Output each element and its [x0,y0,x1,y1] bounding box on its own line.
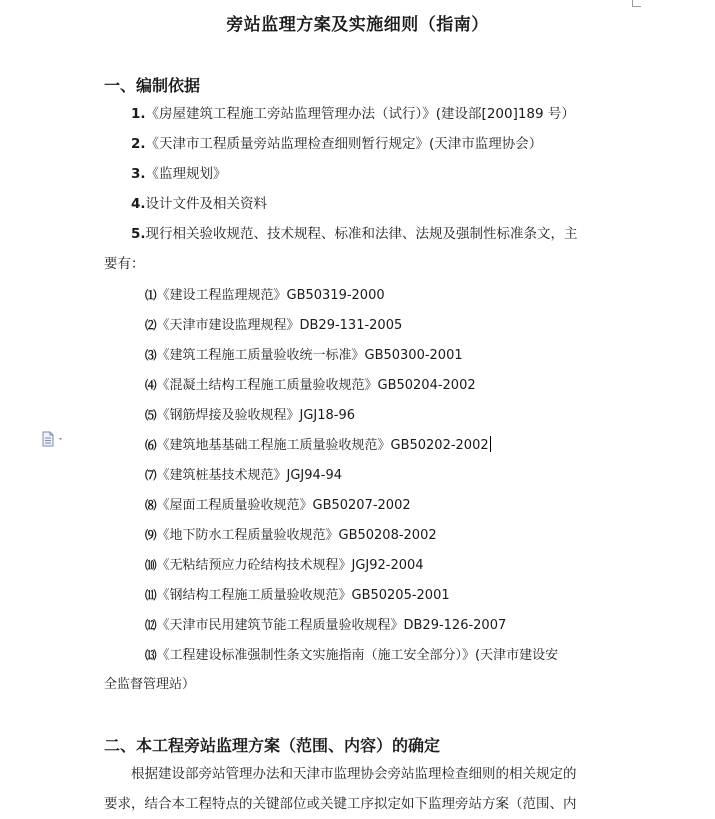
list-item [131,134,542,154]
sub-list-item [145,525,437,546]
list-item [131,164,227,184]
sub-item-index: ⒀ [145,648,157,662]
sub-item-index: ⑿ [145,618,157,632]
sub-item-text: 《天津市建设监理规程》DB29-131-2005 [156,318,403,333]
sub-item-text: 《工程建设标准强制性条文实施指南（施工安全部分）》(天津市建设安 [156,648,559,663]
sub-list-item [145,465,342,486]
item-text: 《天津市工程质量旁站监理检查细则暂行规定》(天津市监理协会） [145,136,543,152]
sub-list-item [145,315,402,336]
list-item [131,104,575,124]
document-title: 旁站监理方案及实施细则（指南） [226,15,489,35]
item-number: 2. [131,136,146,152]
sub-item-index: ⑴ [145,288,157,302]
sub-item-text: 《钢结构工程施工质量验收规范》GB50205-2001 [156,588,450,603]
item-text: 《监理规划》 [145,166,227,182]
sub-item-text: 《天津市民用建筑节能工程质量验收规程》DB29-126-2007 [156,618,507,633]
document-icon[interactable] [42,431,68,447]
section-heading-1: 一、编制依据 [104,76,201,95]
sub-item-index: ⑷ [145,378,157,392]
item-number: 3. [131,166,146,182]
sub-list-item [145,495,411,516]
sub-item-index: ⑾ [145,588,157,602]
sub-item-text: 《钢筋焊接及验收规程》JGJ18-96 [156,408,356,423]
list-item [131,194,267,214]
section-heading-2: 二、本工程旁站监理方案（范围、内容）的确定 [104,736,441,755]
sub-list-item [145,615,506,636]
sub-list-item [145,555,424,576]
sub-list-item [145,645,558,666]
sub-item-index: ⑸ [145,408,157,422]
paragraph-line: 要求，结合本工程特点的关键部位或关键工序拟定如下监理旁站方案（范围、内 [104,796,577,812]
sub-item-text: 《建筑工程施工质量验收统一标准》GB50300-2001 [156,348,463,363]
sub-item-index: ⑼ [145,528,157,542]
item-text: 设计文件及相关资料 [145,196,268,212]
item-text: 《房屋建筑工程施工旁站监理管理办法（试行）》(建设部[200]189 号） [145,106,575,122]
item-number: 1. [131,106,146,122]
sub-item-index: ⑻ [145,498,157,512]
sub-item-text: 《建设工程监理规范》GB50319-2000 [156,288,385,303]
sub-item-index: ⑺ [145,468,157,482]
sub-list-item-continuation: 全监督管理站） [104,677,196,692]
sub-list-item [145,405,355,426]
sub-list-item [145,345,463,366]
paragraph-line: 根据建设部旁站管理办法和天津市监理协会旁站监理检查细则的相关规定的 [131,766,577,782]
sub-item-text: 《屋面工程质量验收规范》GB50207-2002 [156,498,411,513]
sub-list-item [145,285,385,306]
sub-item-index: ⑽ [145,558,157,572]
sub-item-index: ⑹ [145,438,157,452]
text-cursor [490,436,491,452]
sub-list-item [145,375,476,396]
item-text: 现行相关验收规范、技术规程、标准和法律、法规及强制性标准条文，主 [145,226,578,242]
sub-item-text: 《混凝土结构工程施工质量验收规范》GB50204-2002 [156,378,476,393]
document-icon-svg [42,431,68,447]
item-number: 4. [131,196,146,212]
sub-item-text: 《无粘结预应力砼结构技术规程》JGJ92-2004 [156,558,424,573]
sub-item-text: 《建筑桩基技术规范》JGJ94-94 [156,468,343,483]
sub-item-text: 《建筑地基基础工程施工质量验收规范》GB50202-2002 [156,438,489,453]
list-item [131,224,578,244]
page-corner-mark [632,0,641,7]
sub-list-item [145,435,491,456]
sub-item-index: ⑵ [145,318,157,332]
sub-list-item [145,585,450,606]
sub-item-text: 《地下防水工程质量验收规范》GB50208-2002 [156,528,437,543]
list-item-continuation: 要有： [104,256,145,272]
sub-item-index: ⑶ [145,348,157,362]
item-number: 5. [131,226,146,242]
